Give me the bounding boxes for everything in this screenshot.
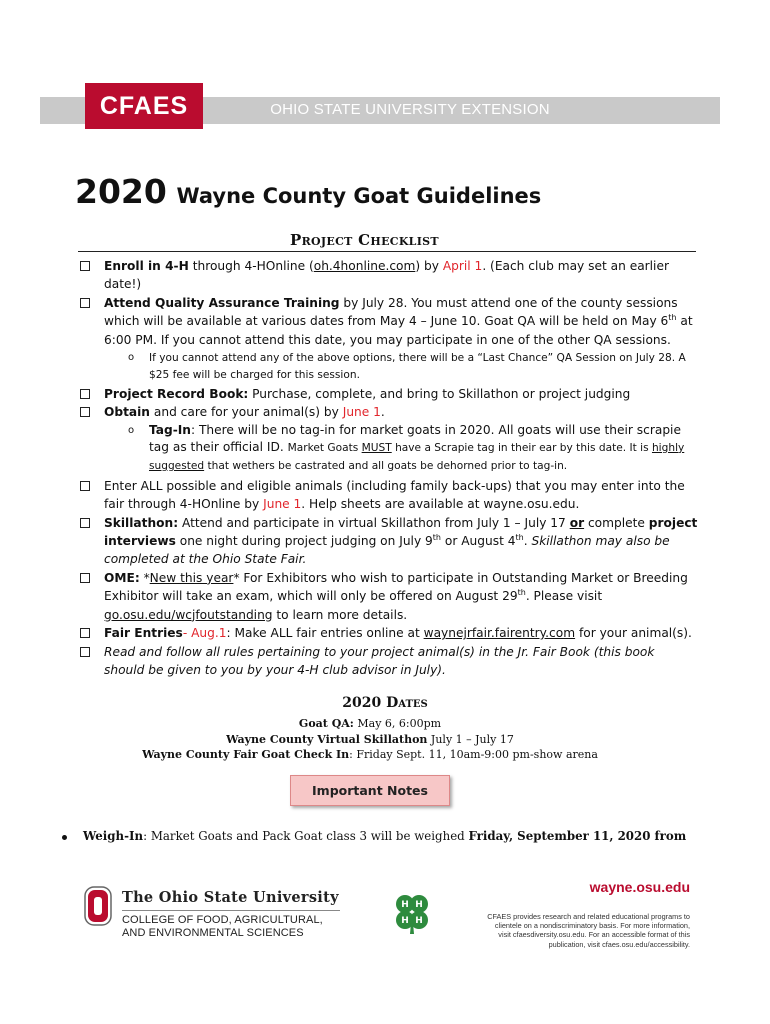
item-text: : Make ALL fair entries online at (226, 626, 424, 641)
item-label: Weigh-In (83, 829, 144, 843)
project-checklist (78, 257, 698, 679)
item-text: . (380, 405, 385, 420)
wcjf-outstanding-link[interactable]: go.osu.edu/wcjfoutstanding (104, 607, 273, 622)
item-label: Attend Quality Assurance Training (104, 295, 340, 310)
item-text: Enter ALL possible and eligible animals (including family back-ups) that you may enter into the fair through 4-HOnline by (104, 478, 685, 512)
checklist-item-qa-training (78, 294, 698, 349)
4honline-link[interactable]: oh.4honline.com (313, 259, 416, 273)
checkbox-icon[interactable] (80, 628, 90, 638)
svg-text:H: H (401, 916, 409, 926)
sub-item-tag-in (78, 422, 698, 475)
emphasis-text: or (569, 515, 585, 530)
important-notes-button[interactable]: Important Notes (290, 775, 450, 806)
deadline-date: June 1 (263, 497, 302, 512)
item-label: Skillathon: (104, 515, 179, 530)
disclaimer-line: publication, visit cfaes.osu.edu/accessibility. (548, 939, 690, 949)
extension-header-text: OHIO STATE UNIVERSITY EXTENSION (270, 101, 550, 118)
osu-name: The Ohio State University (122, 889, 339, 906)
item-text: * For Exhibitors who wish to participate in Outstanding Market or Breeding Exhibitor will take an exam, which will only be offered on August 29 (104, 570, 688, 604)
item-text: Market Goats (287, 441, 362, 454)
checkbox-icon[interactable] (80, 298, 90, 308)
checkbox-icon[interactable] (80, 573, 90, 583)
county-website-link[interactable]: wayne.osu.edu (589, 879, 690, 895)
item-text: at 6:00 PM. If you cannot attend this date, you may participate in one of the other QA sessions. (104, 314, 693, 347)
item-text: Attend and participate in virtual Skillathon from July 1 – July 17 (178, 515, 570, 530)
checkbox-icon[interactable] (80, 481, 90, 491)
checkbox-icon[interactable] (80, 647, 90, 657)
sub-item-text: If you cannot attend any of the above options, there will be a “Last Chance” QA Session on July 28. A $25 fee will be charged for this session. (149, 352, 686, 381)
emphasis-text: New this year (149, 570, 234, 585)
superscript: th (668, 313, 677, 323)
bullet-icon (62, 835, 67, 840)
date-value: July 1 – July 17 (427, 732, 514, 746)
item-text: . Help sheets are available at wayne.osu.edu. (301, 497, 580, 512)
checkbox-icon[interactable] (80, 389, 90, 399)
checklist-item-enroll (78, 257, 698, 294)
item-text: : There will be no tag-in for market goats in 2020. All goats will use their scrapie tag as their official ID. (149, 422, 681, 454)
osu-logo (84, 886, 354, 946)
item-text: : Market Goats and Pack Goat class 3 will be weighed (143, 829, 469, 843)
item-text: have a Scrapie tag in their ear by this date. It is (391, 441, 652, 454)
item-text: complete (584, 515, 649, 530)
title-text: Wayne County Goat Guidelines (176, 184, 542, 208)
item-label: Tag-In (149, 422, 191, 437)
date-goat-qa (0, 716, 740, 732)
sub-bullet-icon: o (128, 424, 135, 436)
item-text: Read and follow all rules pertaining to your project animal(s) in the Jr. Fair Book (this book should be given to you by your 4-H club advisor in July). (104, 644, 655, 677)
date-check-in (0, 747, 740, 763)
date-value: May 6, 6:00pm (353, 717, 442, 730)
disclaimer-line: visit cfaesdiversity.osu.edu. For an accessible format of this (498, 930, 690, 940)
item-text: to learn more details. (272, 607, 408, 622)
cfaes-logo: CFAES (85, 83, 203, 129)
emphasis-text: MUST (361, 441, 392, 454)
item-label: Enroll in 4-H (104, 259, 189, 273)
item-text: Purchase, complete, and bring to Skillathon or project judging (248, 387, 631, 402)
checklist-item-record-book (78, 385, 698, 403)
checkbox-icon[interactable] (80, 518, 90, 528)
checklist-heading: Project Checklist (290, 231, 439, 249)
checkbox-icon[interactable] (80, 261, 90, 271)
date-value: : Friday Sept. 11, 10am-9:00 pm-show arena (349, 748, 598, 761)
item-text: . (Each club may set an earlier date!) (104, 259, 669, 292)
item-text: and care for your animal(s) by (150, 405, 343, 420)
fairentry-link[interactable]: waynejrfair.fairentry.com (423, 626, 576, 641)
block-o-icon (84, 886, 112, 926)
checklist-item-rules (78, 643, 698, 680)
item-text: . Please visit (525, 589, 603, 604)
deadline-date: Aug.1 (191, 626, 227, 641)
svg-text:H: H (415, 900, 423, 910)
checkbox-icon[interactable] (80, 407, 90, 417)
checklist-item-skillathon (78, 514, 698, 569)
item-label: OME: (104, 570, 140, 585)
item-text: or August 4 (441, 534, 516, 549)
deadline-date: June 1 (342, 405, 381, 420)
document-title (75, 172, 715, 211)
svg-text:H: H (415, 916, 423, 926)
nondiscrimination-statement (468, 912, 690, 949)
item-text: ) by (415, 259, 443, 273)
sub-item-last-chance-qa (78, 350, 698, 383)
weigh-in-note (62, 829, 722, 843)
disclaimer-line: CFAES provides research and related educational programs to (487, 912, 690, 921)
checklist-item-obtain (78, 403, 698, 421)
college-line: AND ENVIRONMENTAL SCIENCES (122, 927, 304, 939)
date-label: Wayne County Fair Goat Check In (142, 748, 350, 761)
item-text: one night during project judging on July 9 (175, 534, 433, 549)
4h-clover-icon (388, 890, 436, 938)
item-text: - (182, 626, 192, 641)
checklist-item-enter-animals (78, 477, 698, 514)
emphasis-text: highly suggested (149, 441, 685, 472)
item-text: * (139, 570, 150, 585)
date-label: Wayne County Virtual Skillathon (226, 732, 428, 746)
dates-heading: 2020 Dates (342, 695, 428, 711)
date-label: Goat QA: (298, 717, 354, 730)
svg-text:H: H (401, 900, 409, 910)
item-text: . (523, 534, 532, 549)
sub-bullet-icon: o (128, 352, 135, 364)
emphasis-text: project interviews (104, 515, 698, 549)
item-text: that wethers be castrated and all goats be dehorned prior to tag-in. (204, 459, 568, 472)
superscript: th (517, 588, 526, 598)
deadline-date: April 1 (442, 259, 483, 273)
item-label: Fair Entries (104, 626, 183, 641)
title-year: 2020 (75, 172, 167, 211)
italic-note: Skillathon may also be completed at the Ohio State Fair. (104, 534, 670, 567)
superscript: th (432, 533, 441, 543)
item-text: through 4-HOnline ( (188, 259, 314, 273)
college-name (122, 914, 323, 940)
checklist-divider (78, 251, 696, 252)
checklist-item-fair-entries (78, 624, 698, 642)
checklist-item-ome (78, 569, 698, 624)
date-skillathon (0, 732, 740, 748)
disclaimer-line: clientele on a nondiscriminatory basis. For more information, (494, 921, 690, 931)
item-label: Obtain (104, 405, 150, 420)
item-text: for your animal(s). (575, 626, 692, 641)
osu-divider (122, 910, 340, 911)
item-text: by July 28. You must attend one of the county sessions which will be available at various dates from May 4 – June 10. Goat QA will be held on May 6 (104, 295, 678, 329)
dates-list (0, 716, 740, 763)
item-label: Project Record Book: (104, 387, 249, 402)
emphasis-text: Friday, September 11, 2020 from (468, 829, 687, 843)
superscript: th (515, 533, 524, 543)
college-line: COLLEGE OF FOOD, AGRICULTURAL, (122, 914, 323, 926)
